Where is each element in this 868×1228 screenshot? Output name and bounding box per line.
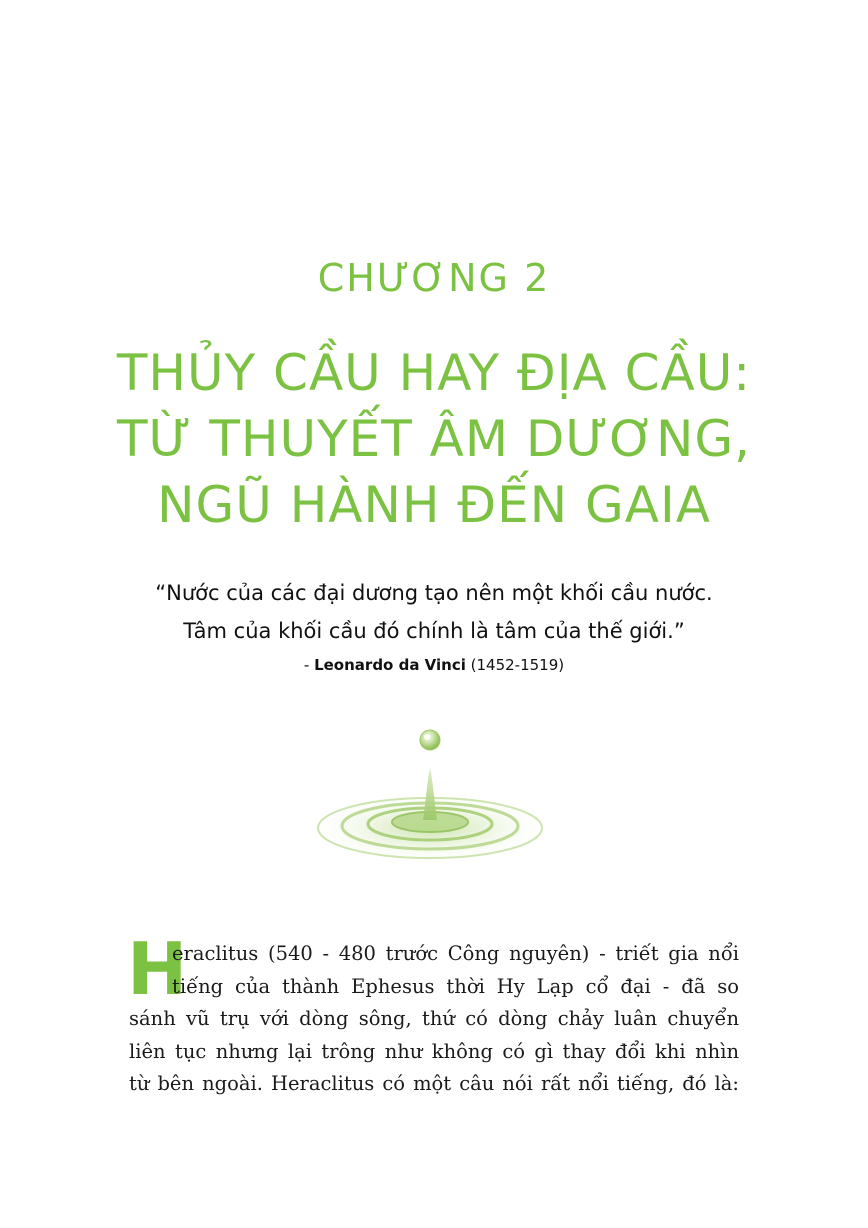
chapter-title-line-2: TỪ THUYẾT ÂM DƯƠNG, [117, 410, 751, 468]
body-line-4: liên tục nhưng lại trông như không có gì thay đổi khi nhìn [129, 1039, 739, 1063]
body-line-2: tiếng của thành Ephesus thời Hy Lạp cổ đại - đã so [172, 974, 739, 998]
chapter-title [0, 340, 868, 538]
water-drop-icon [300, 720, 560, 870]
attribution-prefix: - [303, 656, 315, 674]
chapter-title-line-3: NGŨ HÀNH ĐẾN GAIA [157, 476, 711, 534]
chapter-label: CHƯƠNG 2 [317, 256, 551, 300]
epigraph-quote [0, 574, 868, 650]
body-line-1: eraclitus (540 - 480 trước Công nguyên) - triết gia nổi [172, 942, 739, 965]
body-line-3: sánh vũ trụ với dòng sông, thứ có dòng chảy luân chuyển [129, 1007, 739, 1030]
attribution-years: (1452-1519) [470, 656, 565, 674]
chapter-title-line-1: THỦY CẦU HAY ĐỊA CẦU: [116, 344, 752, 402]
attribution-author: Leonardo da Vinci [314, 656, 466, 674]
body-line-5: từ bên ngoài. Heraclitus có một câu nói rất nổi tiếng, đó là: [129, 1072, 739, 1095]
epigraph-line-1: “Nước của các đại dương tạo nên một khối cầu nước. [155, 581, 713, 605]
drop-cap: H [127, 927, 188, 1011]
epigraph-attribution [0, 656, 868, 674]
body-paragraph [129, 938, 739, 1101]
epigraph-line-2: Tâm của khối cầu đó chính là tâm của thế giới.” [183, 619, 685, 643]
